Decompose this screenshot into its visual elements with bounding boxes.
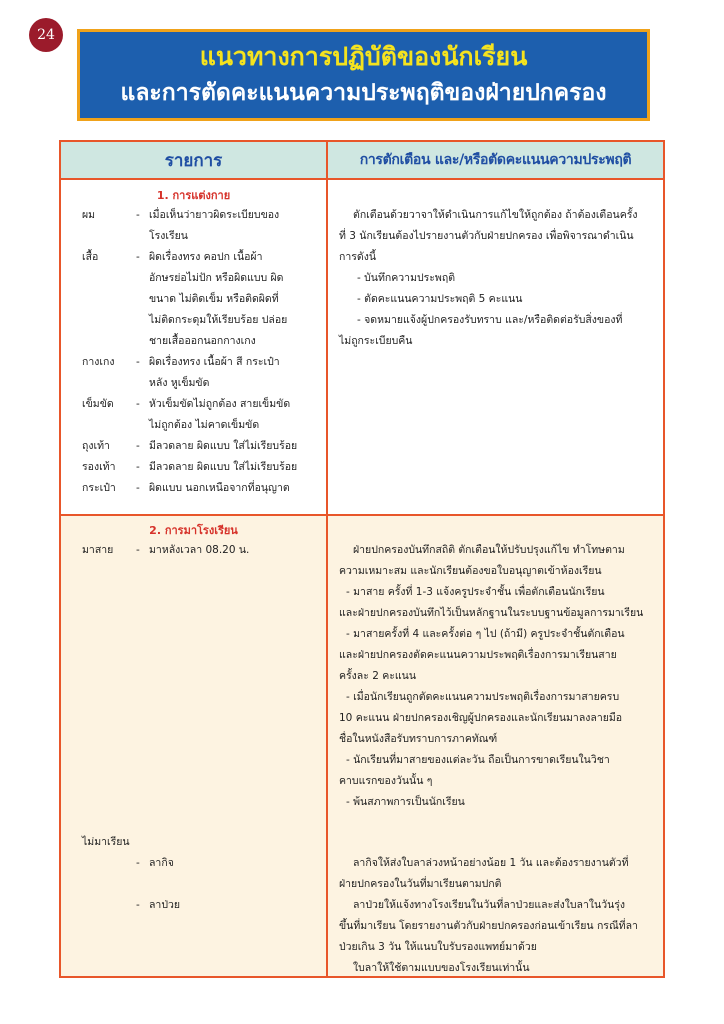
penalty-text: - มาสายครั้งที่ 4 และครั้งต่อ ๆ ไป (ถ้ามี) ครูประจำชั้นตักเตือน xyxy=(346,628,625,640)
rules-table xyxy=(59,140,665,978)
row-dress xyxy=(61,180,663,514)
item-text: ไม่ติดกระดุมให้เรียบร้อย ปล่อย xyxy=(149,314,288,326)
column-divider xyxy=(326,142,328,976)
penalty-text: - จดหมายแจ้งผู้ปกครองรับทราบ และ/หรือติดต่อรับสิ่งของที่ xyxy=(357,314,623,326)
dash: - xyxy=(136,398,140,410)
title-line-1: แนวทางการปฏิบัติของนักเรียน xyxy=(199,42,528,71)
penalty-text: - บันทึกความประพฤติ xyxy=(357,272,456,284)
late-description: มาหลังเวลา 08.20 น. xyxy=(149,544,250,556)
label-sick-leave: ลาป่วย xyxy=(149,899,181,911)
label-late: มาสาย xyxy=(82,544,114,556)
item-text: ผิดเรื่องทรง เนื้อผ้า สี กระเป๋า xyxy=(149,356,280,368)
item-text: อักษรย่อไม่ปัก หรือผิดแบบ ผิด xyxy=(149,272,284,284)
penalty-text: - พ้นสภาพการเป็นนักเรียน xyxy=(346,796,465,808)
label-errand-leave: ลากิจ xyxy=(149,857,174,869)
penalty-text: 10 คะแนน ฝ่ายปกครองเชิญผู้ปกครองและนักเรียนมาลงลายมือ xyxy=(339,712,623,724)
dash: - xyxy=(136,544,140,556)
label-shirt: เสื้อ xyxy=(82,251,99,263)
dash: - xyxy=(136,857,140,869)
dash: - xyxy=(136,440,140,452)
dash: - xyxy=(136,356,140,368)
header-penalty: การตักเตือน และ/หรือตัดคะแนนความประพฤติ xyxy=(359,152,632,168)
item-text: ชายเสื้อออกนอกกางเกง xyxy=(149,335,256,347)
penalty-text: และฝ่ายปกครองตัดคะแนนความประพฤติเรื่องการมาเรียนสาย xyxy=(339,649,617,661)
dash: - xyxy=(136,461,140,473)
penalty-text: คาบแรกของวันนั้น ๆ xyxy=(339,775,433,787)
penalty-text: ที่ 3 นักเรียนต้องไปรายงานตัวกับฝ่ายปกครอง เพื่อพิจารณาดำเนิน xyxy=(339,230,634,242)
label-absent: ไม่มาเรียน xyxy=(82,836,130,848)
label-belt: เข็มขัด xyxy=(82,398,114,410)
row-attendance xyxy=(61,516,663,976)
penalty-text: ฝ่ายปกครองในวันที่มาเรียนตามปกติ xyxy=(339,878,502,890)
penalty-text: - มาสาย ครั้งที่ 1-3 แจ้งครูประจำชั้น เพื่อตักเตือนนักเรียน xyxy=(346,586,605,598)
penalty-text: ชื่อในหนังสือรับทราบการภาคทัณฑ์ xyxy=(339,733,498,745)
penalty-text: - นักเรียนที่มาสายของแต่ละวัน ถือเป็นการขาดเรียนในวิชา xyxy=(346,754,610,766)
penalty-text: ใบลาให้ใช้ตามแบบของโรงเรียนเท่านั้น xyxy=(353,962,530,974)
penalty-text: ความเหมาะสม และนักเรียนต้องขอใบอนุญาตเข้าห้องเรียน xyxy=(339,565,602,577)
penalty-text: ขึ้นที่มาเรียน โดยรายงานตัวกับฝ่ายปกครองก่อนเข้าเรียน กรณีที่ลา xyxy=(339,920,638,932)
section-title-dress: 1. การแต่งกาย xyxy=(156,189,231,202)
title-banner xyxy=(77,29,650,121)
item-text: เมื่อเห็นว่ายาวผิดระเบียบของ xyxy=(149,209,280,221)
label-hair: ผม xyxy=(82,209,96,221)
penalty-text: การดังนี้ xyxy=(339,251,377,263)
penalty-text: - เมื่อนักเรียนถูกตัดคะแนนความประพฤติเรื่องการมาสายครบ xyxy=(346,691,620,703)
label-bag: กระเป๋า xyxy=(82,482,116,494)
dash: - xyxy=(136,251,140,263)
label-shoes: รองเท้า xyxy=(82,461,116,473)
item-text: มีลวดลาย ผิดแบบ ใส่ไม่เรียบร้อย xyxy=(149,461,298,473)
penalty-text: ไม่ถูกระเบียบคืน xyxy=(339,335,413,347)
penalty-text: ฝ่ายปกครองบันทึกสถิติ ตักเตือนให้ปรับปรุงแก้ไข ทำโทษตาม xyxy=(353,544,625,556)
penalty-text: - ตัดคะแนนความประพฤติ 5 คะแนน xyxy=(357,293,523,305)
item-text: ไม่ถูกต้อง ไม่คาดเข็มขัด xyxy=(149,419,260,431)
header-items: รายการ xyxy=(164,150,223,171)
item-text: ผิดเรื่องทรง คอปก เนื้อผ้า xyxy=(149,251,263,263)
label-trousers: กางเกง xyxy=(82,356,115,368)
dash: - xyxy=(136,899,140,911)
penalty-text: และฝ่ายปกครองบันทึกไว้เป็นหลักฐานในระบบฐานข้อมูลการมาเรียน xyxy=(339,607,644,619)
label-socks: ถุงเท้า xyxy=(82,440,110,452)
item-text: หลัง หูเข็มขัด xyxy=(149,377,210,389)
penalty-text: ครั้งละ 2 คะแนน xyxy=(339,670,417,682)
item-text: ผิดแบบ นอกเหนือจากที่อนุญาต xyxy=(149,482,290,494)
penalty-text: ลาป่วยให้แจ้งทางโรงเรียนในวันที่ลาป่วยและส่งใบลาในวันรุ่ง xyxy=(353,899,626,911)
penalty-text: ลากิจให้ส่งใบลาล่วงหน้าอย่างน้อย 1 วัน และต้องรายงานตัวที่ xyxy=(353,857,629,869)
dash: - xyxy=(136,209,140,221)
table-header xyxy=(61,142,663,180)
dash: - xyxy=(136,482,140,494)
item-text: หัวเข็มขัดไม่ถูกต้อง สายเข็มขัด xyxy=(149,398,291,410)
penalty-text: ตักเตือนด้วยวาจาให้ดำเนินการแก้ไขให้ถูกต้อง ถ้าต้องเตือนครั้ง xyxy=(353,209,638,221)
item-text: ขนาด ไม่ติดเข็ม หรือติดผิดที่ xyxy=(149,293,279,305)
penalty-text: ป่วยเกิน 3 วัน ให้แนบใบรับรองแพทย์มาด้วย xyxy=(339,941,537,953)
page-number: 24 xyxy=(29,18,63,52)
title-line-2: และการตัดคะแนนความประพฤติของฝ่ายปกครอง xyxy=(120,80,607,106)
item-text: มีลวดลาย ผิดแบบ ใส่ไม่เรียบร้อย xyxy=(149,440,298,452)
section-title-attendance: 2. การมาโรงเรียน xyxy=(149,524,238,537)
item-text: โรงเรียน xyxy=(149,230,188,242)
